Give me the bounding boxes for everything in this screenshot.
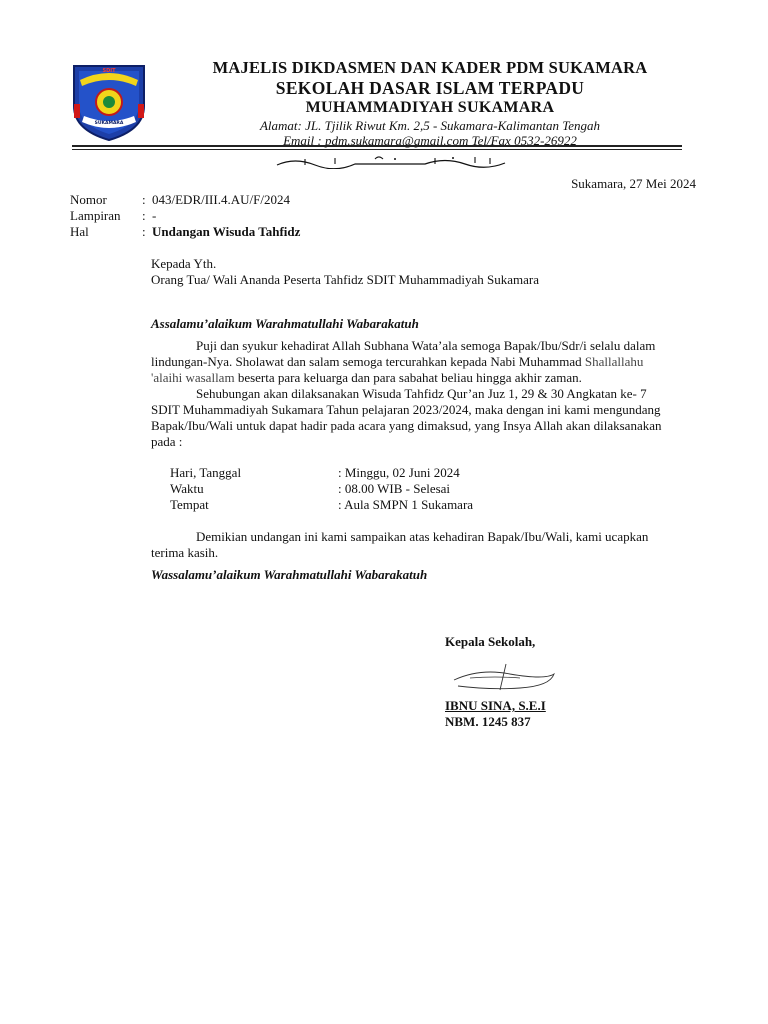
- header-address: Alamat: JL. Tjilik Riwut Km. 2,5 - Sukamara-Kalimantan Tengah: [259, 118, 601, 133]
- event-value-place: : Aula SMPN 1 Sukamara: [338, 497, 474, 512]
- meta-value-hal: Undangan Wisuda Tahfidz: [152, 224, 301, 239]
- header-line-school-name: MUHAMMADIYAH SUKAMARA: [305, 99, 555, 116]
- signatory-nbm: NBM. 1245 837: [445, 714, 531, 729]
- event-label-place: Tempat: [170, 497, 209, 512]
- signature-title: Kepala Sekolah,: [445, 634, 536, 649]
- school-logo: [68, 60, 150, 142]
- paragraph-2-line-3: Bapak/Ibu/Wali untuk dapat hadir pada acara yang dimaksud, yang Insya Allah akan dilaksanakan: [151, 418, 662, 433]
- handwritten-signature: [450, 662, 560, 692]
- signatory-name: IBNU SINA, S.E.I: [445, 698, 546, 713]
- meta-label-hal: Hal: [70, 224, 89, 239]
- closing-greeting: Wassalamu’alaikum Warahmatullahi Wabarakatuh: [151, 567, 428, 582]
- header-rule-thick: [72, 145, 682, 147]
- recipient-salutation: Kepada Yth.: [151, 256, 217, 271]
- meta-sep: :: [142, 208, 146, 223]
- event-value-time: : 08.00 WIB - Selesai: [338, 481, 451, 496]
- paragraph-1-line-3: 'alaihi wasallam beserta para keluarga dan para sabahat beliau hingga akhir zaman.: [151, 370, 582, 385]
- paragraph-2-line-1: Sehubungan akan dilaksanakan Wisuda Tahfidz Qur’an Juz 1, 29 & 30 Angkatan ke- 7: [196, 386, 647, 401]
- meta-value-nomor: 043/EDR/III.4.AU/F/2024: [152, 192, 290, 207]
- header-line-organization: MAJELIS DIKDASMEN DAN KADER PDM SUKAMARA: [212, 58, 648, 77]
- basmalah-calligraphy: [275, 153, 507, 169]
- closing-line-2: terima kasih.: [151, 545, 219, 560]
- logo-top-text: SDIT: [102, 68, 116, 74]
- letter-date: Sukamara, 27 Mei 2024: [571, 176, 696, 191]
- event-label-time: Waktu: [170, 481, 204, 496]
- logo-bottom-text: SUKAMARA: [94, 121, 124, 126]
- paragraph-2-line-4: pada :: [151, 434, 183, 449]
- event-label-date: Hari, Tanggal: [170, 465, 242, 480]
- meta-value-lampiran: -: [152, 208, 157, 223]
- paragraph-1-line-1: Puji dan syukur kehadirat Allah Subhana Wata’ala semoga Bapak/Ibu/Sdr/i selalu dalam: [196, 338, 656, 353]
- header-rule-thin: [72, 149, 682, 150]
- header-line-school: SEKOLAH DASAR ISLAM TERPADU: [275, 78, 585, 98]
- meta-label-lampiran: Lampiran: [70, 208, 121, 223]
- meta-sep: :: [142, 192, 146, 207]
- letterhead: [160, 58, 700, 148]
- header-contact: Email : pdm.sukamara@gmail.com Tel/Fax 0532-26922: [283, 133, 577, 148]
- event-value-date: : Minggu, 02 Juni 2024: [338, 465, 460, 480]
- recipient-name: Orang Tua/ Wali Ananda Peserta Tahfidz SDIT Muhammadiyah Sukamara: [151, 272, 539, 287]
- paragraph-2-line-2: SDIT Muhammadiyah Sukamara Tahun pelajaran 2023/2024, maka dengan ini kami mengundang: [151, 402, 661, 417]
- closing-line-1: Demikian undangan ini kami sampaikan atas kehadiran Bapak/Ibu/Wali, kami ucapkan: [196, 529, 649, 544]
- paragraph-1-line-2: lindungan-Nya. Sholawat dan salam semoga tercurahkan kepada Nabi Muhammad Shallallahu: [151, 354, 644, 369]
- opening-greeting: Assalamu’alaikum Warahmatullahi Wabarakatuh: [151, 316, 419, 331]
- meta-sep: :: [142, 224, 146, 239]
- meta-label-nomor: Nomor: [70, 192, 107, 207]
